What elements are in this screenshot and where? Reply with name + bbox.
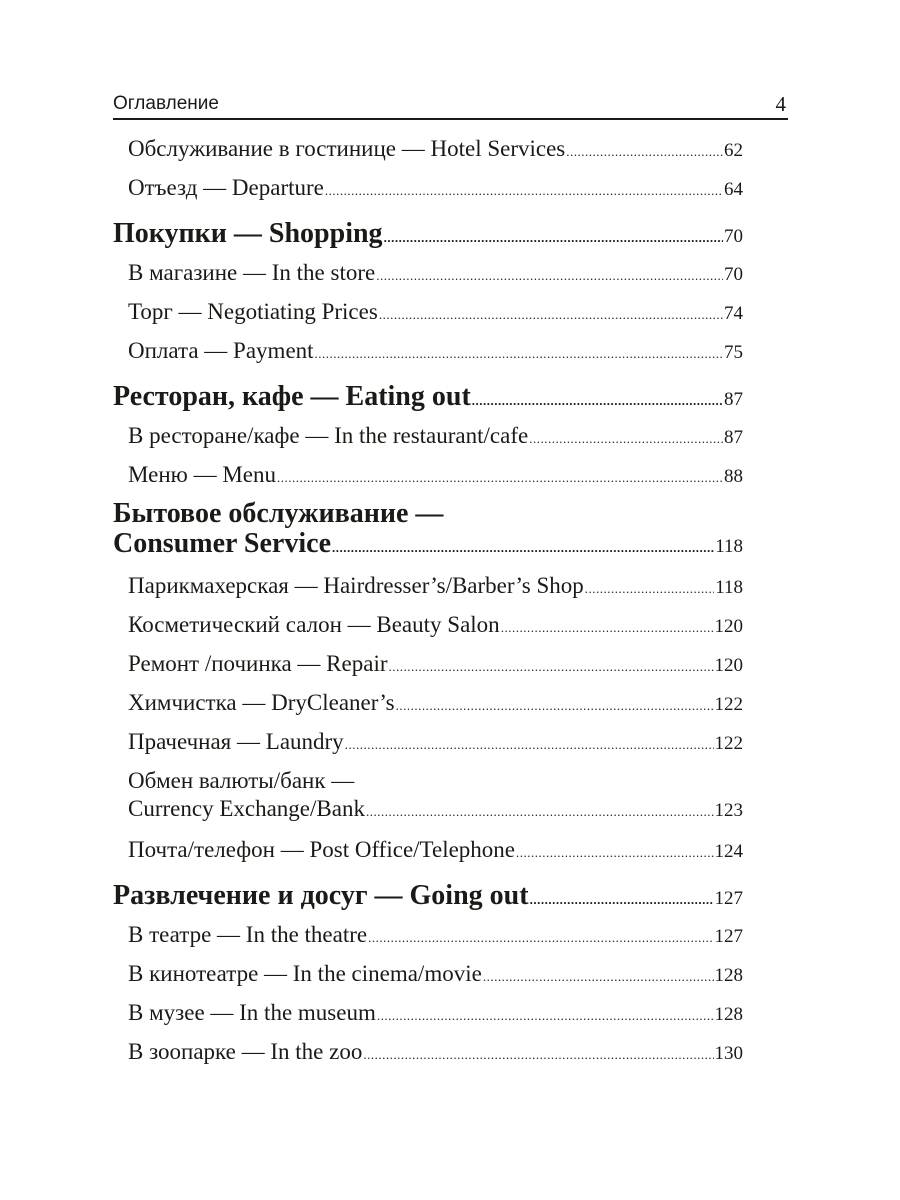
toc-entry-title-line1: Обмен валюты/банк — <box>128 768 355 793</box>
running-header <box>113 90 788 120</box>
toc-entry-title: В зоопарке — In the zoo <box>128 1039 363 1064</box>
toc-subsection-entry[interactable] <box>113 945 743 984</box>
toc-subsection-entry[interactable] <box>113 596 743 635</box>
toc-subsection-entry[interactable] <box>113 674 743 713</box>
toc-subsection-entry[interactable] <box>113 446 743 485</box>
toc-entry-page: 118 <box>715 577 743 598</box>
toc-entry-page: 128 <box>714 1004 743 1025</box>
toc-entry-title: Ресторан, кафе — Eating out <box>113 381 471 412</box>
toc-entry-page: 87 <box>724 389 743 410</box>
toc-subsection-entry[interactable] <box>113 1023 743 1062</box>
header-title: Оглавление <box>113 93 219 114</box>
toc-entry-page: 118 <box>715 536 743 557</box>
toc-subsection-entry[interactable] <box>113 322 743 361</box>
toc-entry-title: Currency Exchange/Bank <box>128 796 365 821</box>
toc-entry-page: 128 <box>714 965 743 986</box>
toc-section-entry[interactable] <box>113 860 743 911</box>
table-of-contents <box>113 120 743 1062</box>
toc-entry-title-line1: Бытовое обслуживание — <box>113 498 444 529</box>
toc-subsection-entry[interactable] <box>113 407 743 446</box>
toc-entry-page: 75 <box>724 342 743 363</box>
toc-entry-title: Почта/телефон — Post Office/Telephone <box>128 837 516 862</box>
toc-entry-page: 62 <box>724 140 743 161</box>
toc-subsection-entry[interactable] <box>113 821 743 860</box>
toc-entry-title: Косметический салон — Beauty Salon <box>128 612 500 637</box>
toc-entry-title: Прачечная — Laundry <box>128 729 344 754</box>
toc-entry-title: Отъезд — Departure <box>128 175 324 200</box>
header-page-number: 4 <box>775 92 786 116</box>
toc-entry-title: В ресторане/кафе — In the restaurant/cafe <box>128 423 529 448</box>
dot-leader <box>363 1026 713 1084</box>
toc-entry-page: 127 <box>714 888 743 909</box>
toc-entry-title: Ремонт /починка — Repair <box>128 651 388 676</box>
toc-subsection-entry[interactable] <box>113 906 743 945</box>
toc-subsection-entry[interactable] <box>113 159 743 198</box>
toc-entry-page: 87 <box>724 427 743 448</box>
toc-entry-line2[interactable] <box>113 782 743 821</box>
toc-entry-title: Consumer Service <box>113 528 331 559</box>
toc-entry-title: Торг — Negotiating Prices <box>128 299 378 324</box>
toc-entry-page: 70 <box>724 264 743 285</box>
toc-subsection-entry[interactable] <box>113 120 743 159</box>
toc-entry-page: 122 <box>714 694 743 715</box>
toc-entry-title: Обслуживание в гостинице — Hotel Services <box>128 136 566 161</box>
toc-entry-page: 74 <box>724 303 743 324</box>
toc-subsection-entry[interactable] <box>113 984 743 1023</box>
toc-entry-title: Покупки — Shopping <box>113 218 383 249</box>
toc-subsection-entry[interactable] <box>113 283 743 322</box>
toc-entry-title: В музее — In the museum <box>128 1000 376 1025</box>
toc-entry-page: 123 <box>714 800 743 821</box>
toc-entry-page: 64 <box>724 179 743 200</box>
toc-entry-page: 124 <box>714 841 743 862</box>
toc-entry-title: Химчистка — DryCleaner’s <box>128 690 395 715</box>
toc-entry-title: В театре — In the theatre <box>128 922 368 947</box>
toc-entry-page: 88 <box>724 466 743 487</box>
toc-entry-line2[interactable] <box>113 513 743 557</box>
toc-subsection-entry[interactable] <box>113 557 743 596</box>
toc-entry-title: Развлечение и досуг — Going out <box>113 880 529 911</box>
toc-section-entry[interactable] <box>113 198 743 249</box>
toc-entry-page: 70 <box>724 226 743 247</box>
toc-section-entry[interactable] <box>113 361 743 412</box>
toc-subsection-entry[interactable] <box>113 244 743 283</box>
toc-entry-page: 120 <box>714 616 743 637</box>
toc-entry-page: 120 <box>714 655 743 676</box>
toc-entry-title: Меню — Menu <box>128 462 277 487</box>
dot-leader <box>345 716 714 774</box>
toc-entry-title: Парикмахерская — Hairdresser’s/Barber’s Shop <box>128 573 584 598</box>
toc-entry-title: Оплата — Payment <box>128 338 314 363</box>
toc-entry-title: В магазине — In the store <box>128 260 376 285</box>
toc-subsection-entry[interactable] <box>113 713 743 752</box>
toc-entry-page: 122 <box>714 733 743 754</box>
toc-entry-title: В кинотеатре — In the cinema/movie <box>128 961 482 986</box>
toc-entry-page: 130 <box>714 1043 743 1064</box>
toc-subsection-entry[interactable] <box>113 635 743 674</box>
toc-entry-page: 127 <box>714 926 743 947</box>
